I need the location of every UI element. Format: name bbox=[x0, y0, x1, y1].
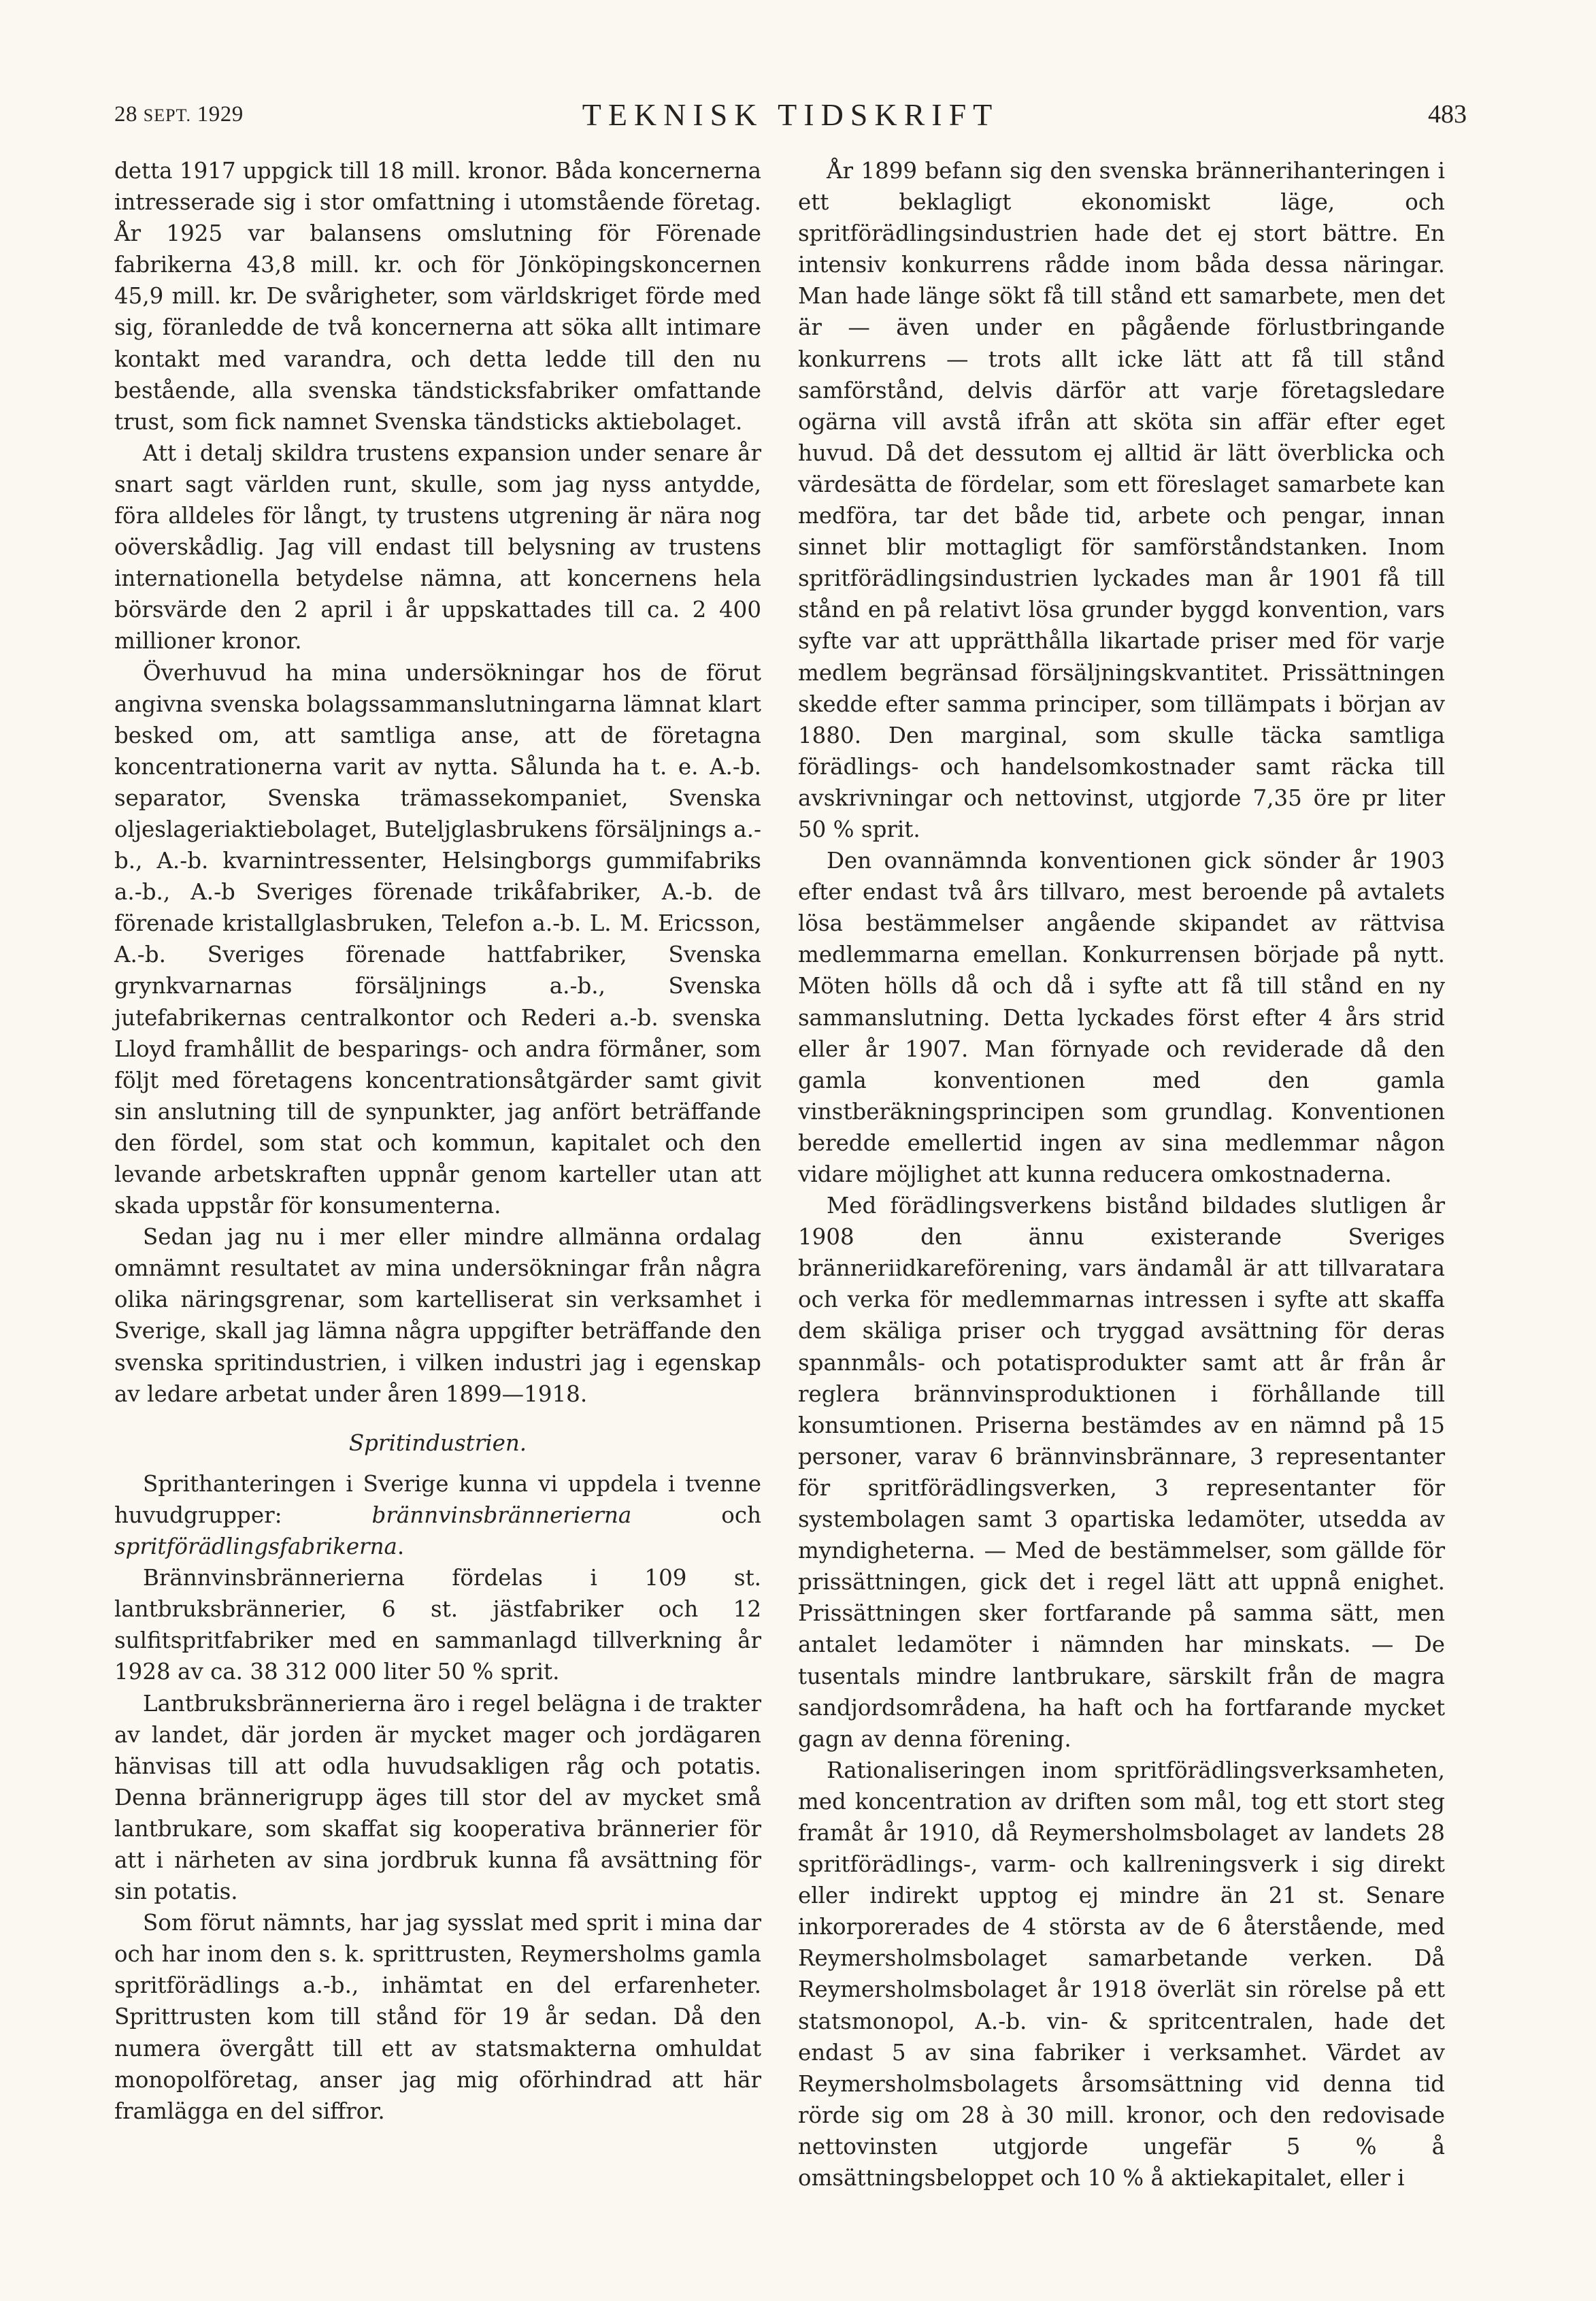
italic-term: spritförädlingsfabrikerna bbox=[114, 1534, 397, 1560]
issue-date-day: 28 bbox=[114, 102, 137, 127]
page-header bbox=[114, 88, 1467, 151]
italic-term: brännvinsbrännerierna bbox=[371, 1502, 632, 1528]
paragraph: Rationaliseringen inom spritförädlingsverksamheten, med koncentration av driften som mål, tog ett stort steg framåt år 1910, då Reymersholmsbolaget av landets 28 spritförädlings-, varm- och kallreningsverk i sig direkt eller indirekt upptog ej mindre än 21 st. Senare inkorporerades de 4 största av de 6 återstående, med Reymersholmsbolaget samarbetande verken. Då Reymersholmsbolaget år 1918 överlät sin rörelse på ett statsmonopol, A.-b. vin- & spritcentralen, hade det endast 5 av sina fabriker i verksamhet. Värdet av Reymersholmsbolagets årsomsättning vid denna tid rörde sig om 28 à 30 mill. kronor, och den redovisade nettovinsten utgjorde ungefär 5 % å omsättningsbeloppet och 10 % å aktiekapitalet, eller i bbox=[798, 1757, 1445, 2191]
left-column bbox=[114, 155, 761, 2127]
journal-title: TEKNISK TIDSKRIFT bbox=[582, 97, 999, 132]
paragraph-text: och bbox=[631, 1502, 761, 1528]
paragraph: Med förädlingsverkens bistånd bildades slutligen år 1908 den ännu existerande Sveriges bränneriidkareförening, vars ändamål är att tillvaratага och verka för medlemmarnas intressen i syfte att skaffa dem skäliga priser och tryggad avsättning för deras spannmåls- och potatisprodukter samt att år från år reglera brännvinsproduktionen i förhållande till konsumtionen. Priserna bestämdes av en nämnd på 15 personer, varav 6 brännvinsbrännare, 3 representanter för spritförädlingsverken, 3 representanter för systembolagen samt 3 opartiska ledamöter, utsedda av myndigheterna. — Med de bestämmelser, som gällde för prissättningen, gick det i regel lätt att uppnå enighet. Prissättningen sker fortfarande på samma sätt, men antalet ledamöter i nämnden har minskats. — De tusentals mindre lantbrukare, särskilt från de magra sandjordsområdena, ha haft och ha fortfarande mycket gagn av denna förening. bbox=[798, 1193, 1445, 1752]
paragraph: Sedan jag nu i mer eller mindre allmänna ordalag omnämnt resultatet av mina undersökningar från några olika näringsgrenar, som kartelliserat sin verksamhet i Sverige, skall jag lämna några uppgifter beträffande den svenska spritindustrien, i vilken industri jag i egenskap av ledare arbetat under åren 1899—1918. bbox=[114, 1224, 761, 1407]
section-heading: Spritindustrien. bbox=[348, 1429, 527, 1456]
paragraph: Den ovannämnda konventionen gick sönder år 1903 efter endast två års tillvaro, mest beroende på avtalets lösa bestämmelser angående skipandet av rättvisa medlemmarna emellan. Konkurrensen började på nytt. Möten hölls då och då i syfte att få till stånd en ny sammanslutning. Detta lyckades först efter 4 års strid eller år 1907. Man förnyade och reviderade då den gamla konventionen med den gamla vinstberäkningsprincipen som grundlag. Konventionen beredde emellertid ingen av sina medlemmar någon vidare möjlighet att kunna reducera omkostnaderna. bbox=[798, 848, 1445, 1187]
right-column bbox=[798, 155, 1445, 2194]
page-number: 483 bbox=[1428, 100, 1467, 129]
journal-page bbox=[114, 88, 1467, 2238]
paragraph: Lantbruksbrännerierna äro i regel belägna i de trakter av landet, där jorden är mycket mager och jordägaren hänvisas till att odla huvudsakligen råg och potatis. Denna brännerigrupp äges till stor del av mycket små lantbrukare, som skaffat sig kooperativa brännerier för att i närheten av sina jordbruk kunna få avsättning för sin potatis. bbox=[114, 1690, 761, 1905]
paragraph: Som förut nämnts, har jag sysslat med sprit i mina dar och har inom den s. k. sprittrusten, Reymersholms gamla spritförädlings a.-b., inhämtat en del erfarenheter. Sprittrusten kom till stånd för 19 år sedan. Då den numera övergått till ett av statsmakterna omhuldat monopolföretag, anser jag mig oförhindrad att här framlägga en del siffror. bbox=[114, 1910, 761, 2124]
issue-date-year: 1929 bbox=[197, 102, 244, 127]
paragraph: Att i detalj skildra trustens expansion under senare år snart sagt världen runt, skulle, som jag nyss antydde, föra alldeles för långt, ty trustens utgrening är nära nog oöverskådlig. Jag vill endast till belysning av trustens internationella betydelse nämna, att koncernens hela börsvärde den 2 april i år uppskattades till ca. 2 400 millioner kronor. bbox=[114, 440, 761, 655]
paragraph bbox=[114, 1468, 761, 1562]
paragraph: År 1899 befann sig den svenska brännerihanteringen i ett beklagligt ekonomiskt läge, och spritförädlingsindustrien hade det ej stort bättre. En intensiv konkurrens rådde inom båda dessa näringar. Man hade länge sökt få till stånd ett samarbete, men det är — även under en pågående förlustbringande konkurrens — trots allt icke lätt att få till stånd samförstånd, delvis därför att varje företagsledare ogärna vill avstå ifrån att sköta sin affär efter eget huvud. Då det dessutom ej alltid är lätt överblicka och värdesätta de fördelar, som ett föreslaget samarbete kan medföra, tar det både tid, arbete och pengar, innan sinnet blir mottagligt för samförståndstanken. Inom spritförädlingsindustrien lyckades man år 1901 få till stånd en på relativt lösa grunder byggd konvention, vars syfte var att upprätthålla likartade priser med för varje medlem begränsad försäljningskvantitet. Prissättningen skedde efter samma principer, som tillämpats i början av 1880. Den marginal, som skulle täcka samtliga förädlings- och handelsomkostnader samt räcka till avskrivningar och nettovinst, utgjorde 7,35 öre pr liter 50 % sprit. bbox=[798, 158, 1445, 842]
paragraph-text: Sprithanteringen i Sverige kunna vi uppdela i tvenne huvudgrupper: bbox=[114, 1470, 761, 1528]
issue-date-month: SEPT. bbox=[143, 105, 192, 125]
paragraph: Brännvinsbrännerierna fördelas i 109 st. lantbruksbrännerier, 6 st. jästfabriker och 12 sulfitspritfabriker med en sammanlagd tillverkning år 1928 av ca. 38 312 000 liter 50 % sprit. bbox=[114, 1565, 761, 1685]
paragraph: detta 1917 uppgick till 18 mill. kronor. Båda koncernerna intresserade sig i stor omfattning i utomstående företag. År 1925 var balansens omslutning för Förenade fabrikerna 43,8 mill. kr. och för Jönköpingskoncernen 45,9 mill. kr. De svårigheter, som världskriget förde med sig, föranledde de två koncernerna att söka allt intimare kontakt med varandra, och detta ledde till den nu bestående, alla svenska tändsticksfabriker omfattande trust, som fick namnet Svenska tändsticks aktiebolaget. bbox=[114, 158, 761, 435]
paragraph-text: . bbox=[397, 1534, 405, 1560]
paragraph: Överhuvud ha mina undersökningar hos de förut angivna svenska bolagssammanslutningarna lämnat klart besked om, att samtliga anse, att de företagna koncentrationerna varit av nytta. Sålunda ha t. e. A.-b. separator, Svenska trämassekompaniet, Svenska oljeslageriaktiebolaget, Buteljglasbrukens försäljnings a.-b., A.-b. kvarnintressenter, Helsingborgs gummifabriks a.-b., A.-b Sveriges förenade trikåfabriker, A.-b. de förenade kristallglasbruken, Telefon a.-b. L. M. Ericsson, A.-b. Sveriges förenade hattfabriker, Svenska grynkvarnarnas försäljnings a.-b., Svenska jutefabrikernas centralkontor och Rederi a.-b. svenska Lloyd framhållit de besparings- och andra förmåner, som följt med företagens koncentrationsåtgärder samt givit sin anslutning till de synpunkter, jag anfört beträffande den fördel, som stat och kommun, kapitalet och den levande arbetskraften uppnår genom karteller utan att skada uppstår för konsumenterna. bbox=[114, 659, 761, 1219]
